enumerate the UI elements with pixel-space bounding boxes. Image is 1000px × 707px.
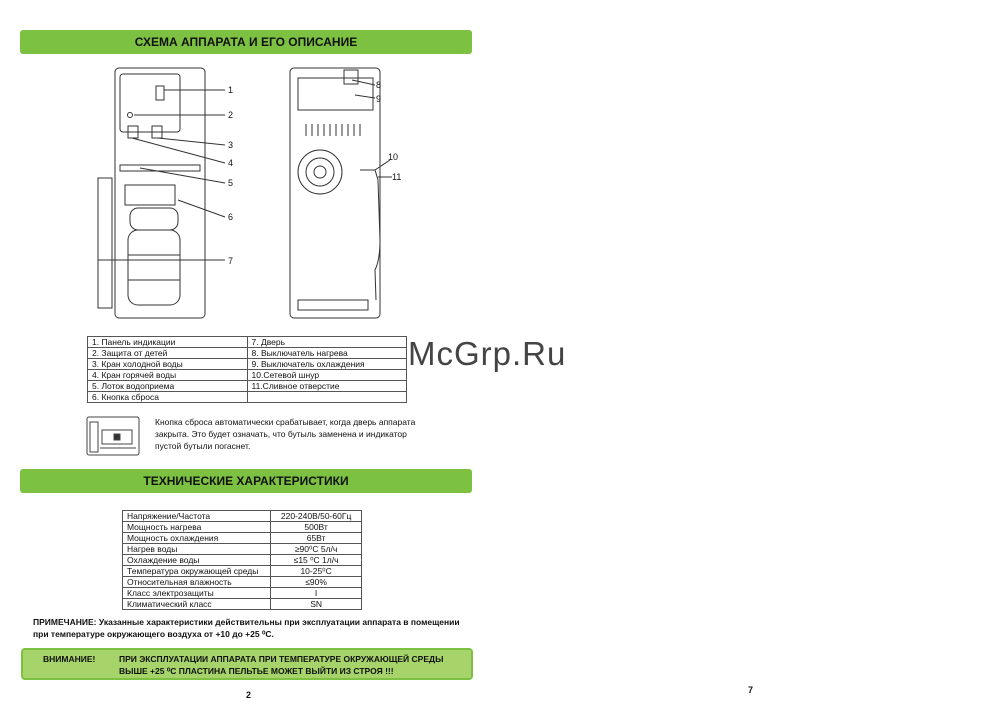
callout-2: 2 <box>228 110 234 120</box>
spec-name: Мощность нагрева <box>123 522 271 533</box>
table-row <box>88 370 407 381</box>
section-header-scheme: СХЕМА АППАРАТА И ЕГО ОПИСАНИЕ <box>20 30 472 54</box>
warning-box <box>21 648 473 680</box>
spec-value: ≥90⁰С 5л/ч <box>271 544 362 555</box>
table-cell <box>247 392 407 403</box>
spec-value: 10-25⁰С <box>271 566 362 577</box>
callout-7: 7 <box>228 256 234 266</box>
spec-name: Климатический класс <box>123 599 271 610</box>
spec-name: Нагрев воды <box>123 544 271 555</box>
table-row <box>123 577 362 588</box>
table-cell: 10.Сетевой шнур <box>247 370 407 381</box>
reset-description: Кнопка сброса автоматически срабатывает, когда дверь аппарата закрыта. Это будет означать, что бутыль заменена и индикатор пустой бутыли погаснет. <box>155 417 416 451</box>
callout-8: 8 <box>376 80 382 90</box>
table-row <box>123 566 362 577</box>
table-row <box>123 522 362 533</box>
spec-name: Класс электрозащиты <box>123 588 271 599</box>
warning-label: ВНИМАНИЕ! <box>43 654 96 664</box>
callout-10: 10 <box>388 152 399 162</box>
spec-name: Температура окружающей среды <box>123 566 271 577</box>
spec-value: SN <box>271 599 362 610</box>
watermark: McGrp.Ru <box>408 335 567 372</box>
table-row <box>123 599 362 610</box>
spec-name: Напряжение/Частота <box>123 511 271 522</box>
callout-3: 3 <box>228 140 234 150</box>
spec-name: Мощность охлаждения <box>123 533 271 544</box>
callout-11: 11 <box>392 172 402 182</box>
spec-value: 65Вт <box>271 533 362 544</box>
table-row <box>123 544 362 555</box>
table-row <box>88 381 407 392</box>
callout-6: 6 <box>228 212 234 222</box>
table-cell: 6. Кнопка сброса <box>88 392 248 403</box>
spec-name: Охлаждение воды <box>123 555 271 566</box>
callout-1: 1 <box>228 85 234 95</box>
spec-value: 220-240В/50-60Гц <box>271 511 362 522</box>
section-header-specs: ТЕХНИЧЕСКИЕ ХАРАКТЕРИСТИКИ <box>20 469 472 493</box>
reset-button-illustration <box>86 416 140 456</box>
table-row <box>123 588 362 599</box>
table-row <box>88 392 407 403</box>
table-cell: 8. Выключатель нагрева <box>247 348 407 359</box>
table-cell: 1. Панель индикации <box>88 337 248 348</box>
table-row <box>123 555 362 566</box>
callout-9: 9 <box>376 94 382 104</box>
table-cell: 3. Кран холодной воды <box>88 359 248 370</box>
warning-line-1: ПРИ ЭКСПЛУАТАЦИИ АППАРАТА ПРИ ТЕМПЕРАТУРЕ ОКРУЖАЮЩЕЙ СРЕДЫ <box>119 654 444 664</box>
table-cell: 7. Дверь <box>247 337 407 348</box>
table-row <box>88 348 407 359</box>
table-cell: 2. Защита от детей <box>88 348 248 359</box>
table-row <box>123 511 362 522</box>
table-cell: 5. Лоток водоприема <box>88 381 248 392</box>
spec-value: ≤90% <box>271 577 362 588</box>
table-row <box>88 337 407 348</box>
spec-name: Относительная влажность <box>123 577 271 588</box>
spec-value: I <box>271 588 362 599</box>
page-number-left: 2 <box>246 690 252 700</box>
callout-4: 4 <box>228 158 234 168</box>
table-row <box>88 359 407 370</box>
spec-value: ≤15 ⁰С 1л/ч <box>271 555 362 566</box>
warning-line-2: ВЫШЕ +25 ⁰С ПЛАСТИНА ПЕЛЬТЬЕ МОЖЕТ ВЫЙТИ ИЗ СТРОЯ !!! <box>119 666 394 676</box>
callout-5: 5 <box>228 178 234 188</box>
specs-table <box>122 510 362 610</box>
page-number-right: 7 <box>748 685 754 695</box>
note-text: ПРИМЕЧАНИЕ: Указанные характеристики действительны при эксплуатации аппарата в помещении при температуре окружающего воздуха от +10 до +25 ⁰С. <box>33 617 460 639</box>
table-cell: 9. Выключатель охлаждения <box>247 359 407 370</box>
parts-table <box>87 336 407 403</box>
spec-value: 500Вт <box>271 522 362 533</box>
table-cell: 11.Сливное отверстие <box>247 381 407 392</box>
table-cell: 4. Кран горячей воды <box>88 370 248 381</box>
dispenser-diagram <box>80 60 420 332</box>
table-row <box>123 533 362 544</box>
